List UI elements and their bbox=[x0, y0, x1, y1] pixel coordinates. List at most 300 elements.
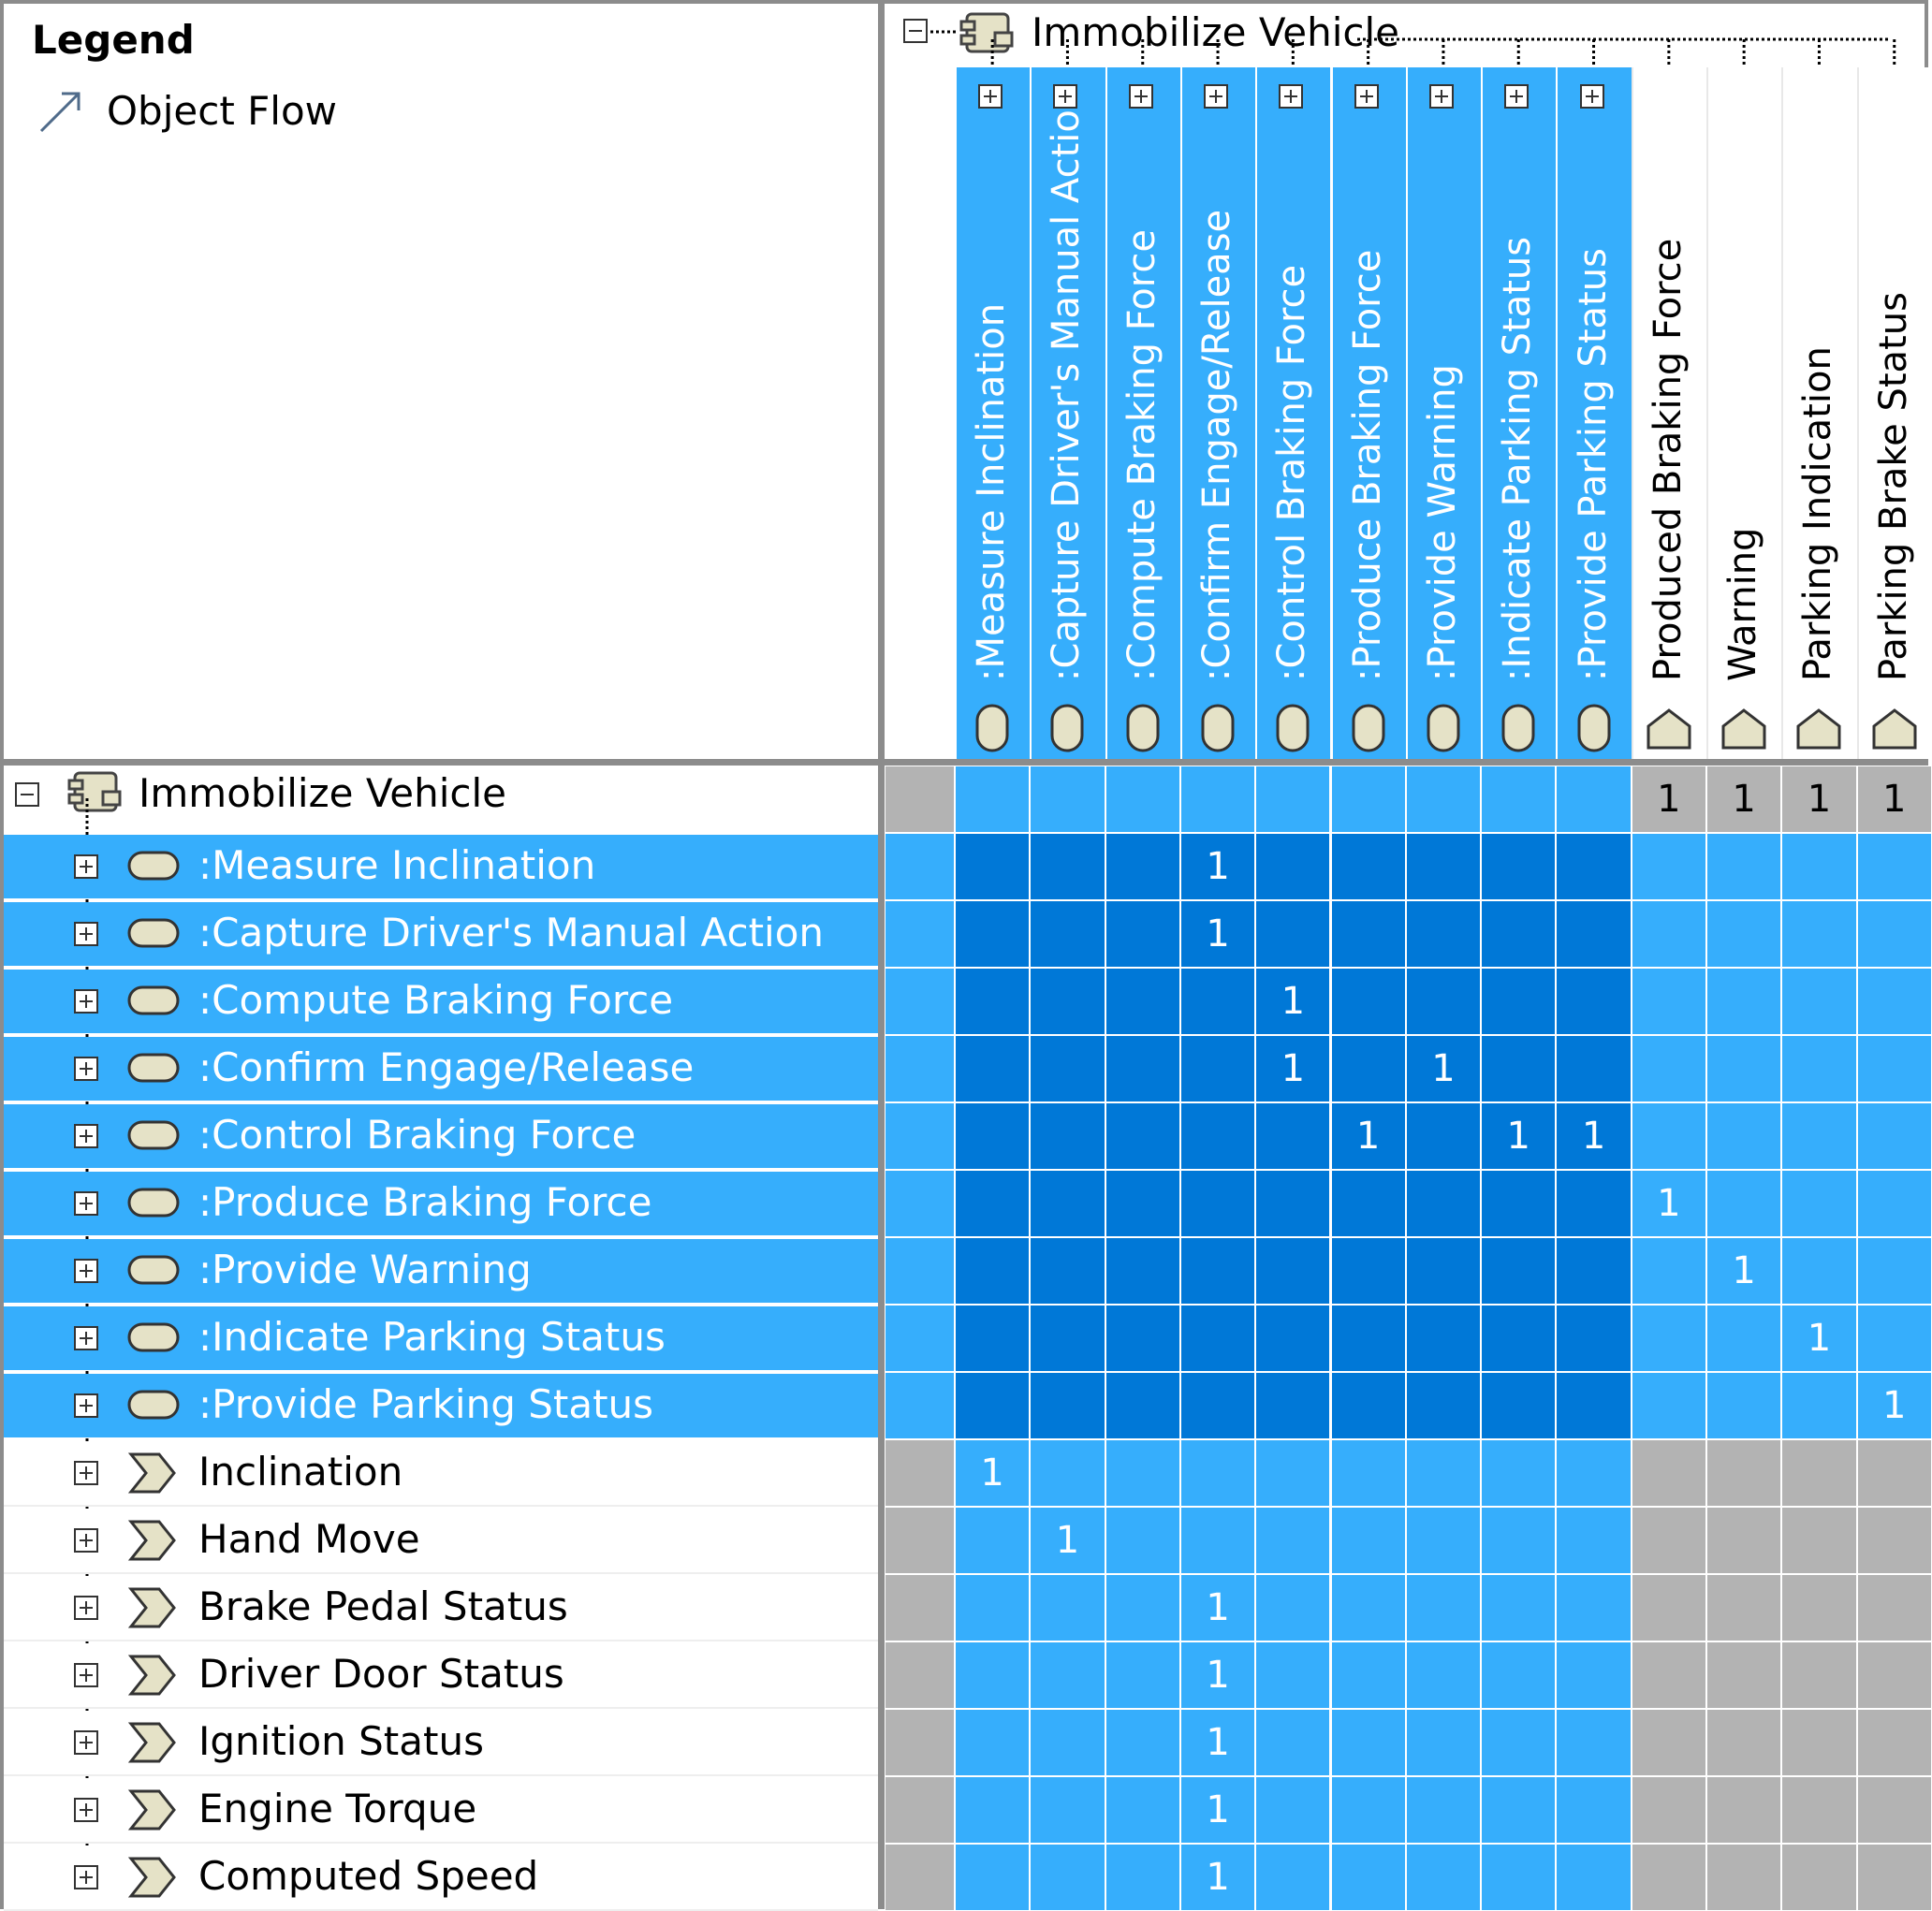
matrix-cell[interactable] bbox=[1857, 833, 1932, 900]
matrix-cell[interactable] bbox=[1030, 1035, 1105, 1102]
matrix-cell[interactable] bbox=[1481, 766, 1556, 833]
action-icon bbox=[127, 1120, 180, 1150]
matrix-cell[interactable] bbox=[1180, 1844, 1255, 1911]
matrix-cell[interactable] bbox=[955, 900, 1030, 968]
legend-panel bbox=[0, 0, 885, 763]
row-label: :Provide Warning bbox=[198, 1247, 532, 1292]
matrix-cell[interactable] bbox=[1857, 968, 1932, 1035]
matrix-cell[interactable] bbox=[1406, 766, 1481, 833]
matrix-cell[interactable] bbox=[885, 1372, 955, 1439]
matrix-cell[interactable] bbox=[1105, 1709, 1180, 1776]
action-icon bbox=[1352, 704, 1385, 752]
cell-value: 1 bbox=[1355, 1115, 1381, 1158]
matrix-cell[interactable] bbox=[1105, 968, 1180, 1035]
matrix-cell[interactable] bbox=[1481, 1170, 1556, 1237]
matrix-cell[interactable] bbox=[1105, 1507, 1180, 1574]
matrix-cell[interactable] bbox=[1556, 1439, 1631, 1507]
matrix-cell[interactable] bbox=[1105, 1439, 1180, 1507]
matrix-cell[interactable] bbox=[1857, 1776, 1932, 1844]
action-icon bbox=[1501, 704, 1535, 752]
matrix-cell[interactable] bbox=[1030, 1237, 1105, 1305]
matrix-cell[interactable] bbox=[1706, 1776, 1781, 1844]
matrix-cell[interactable] bbox=[1105, 1844, 1180, 1911]
matrix-cell[interactable] bbox=[1556, 1709, 1631, 1776]
matrix-cell[interactable] bbox=[1180, 833, 1255, 900]
matrix-cell[interactable] bbox=[955, 1641, 1030, 1709]
matrix-cell[interactable] bbox=[1180, 1507, 1255, 1574]
matrix-cell[interactable] bbox=[1781, 1641, 1856, 1709]
matrix-cell[interactable] bbox=[1331, 1305, 1406, 1372]
matrix-cell[interactable] bbox=[1331, 1170, 1406, 1237]
matrix-cell[interactable] bbox=[1105, 1237, 1180, 1305]
matrix-cell[interactable] bbox=[1556, 1305, 1631, 1372]
column-expand-button[interactable] bbox=[1279, 84, 1303, 109]
matrix-cell[interactable] bbox=[1857, 1641, 1932, 1709]
output-pin-icon bbox=[1646, 708, 1692, 751]
row-expand-button[interactable] bbox=[74, 1326, 98, 1350]
matrix-cell[interactable] bbox=[1781, 1372, 1856, 1439]
column-label: :Capture Driver's Manual Actio bbox=[1045, 109, 1089, 681]
matrix-cell[interactable] bbox=[1180, 1170, 1255, 1237]
matrix-cell[interactable] bbox=[1406, 833, 1481, 900]
matrix-cell[interactable] bbox=[1406, 1237, 1481, 1305]
matrix-cell[interactable] bbox=[1406, 1102, 1481, 1170]
matrix-cell[interactable] bbox=[1706, 833, 1781, 900]
matrix-cell[interactable] bbox=[955, 766, 1030, 833]
matrix-cell[interactable] bbox=[1406, 900, 1481, 968]
matrix-cell[interactable] bbox=[1255, 1237, 1330, 1305]
cell-value: 1 bbox=[1206, 1721, 1230, 1764]
action-icon bbox=[975, 704, 1009, 752]
row-expand-button[interactable] bbox=[74, 1124, 98, 1148]
column-label: :Control Braking Force bbox=[1270, 264, 1314, 681]
matrix-cell[interactable] bbox=[1331, 1102, 1406, 1170]
input-pin-icon bbox=[128, 1788, 177, 1831]
matrix-cell[interactable] bbox=[885, 1844, 955, 1911]
action-icon bbox=[127, 1390, 180, 1420]
matrix-cell[interactable] bbox=[1857, 1237, 1932, 1305]
matrix-cell[interactable] bbox=[1481, 1776, 1556, 1844]
column-expand-button[interactable] bbox=[1354, 84, 1379, 109]
matrix-cell[interactable] bbox=[1857, 1372, 1932, 1439]
matrix-cell[interactable] bbox=[1632, 1574, 1706, 1641]
matrix-cell[interactable] bbox=[1781, 1574, 1856, 1641]
matrix-cell[interactable] bbox=[1632, 900, 1706, 968]
matrix-cell[interactable] bbox=[1556, 1641, 1631, 1709]
row-label: :Compute Braking Force bbox=[198, 977, 674, 1023]
matrix-cell[interactable] bbox=[1180, 1709, 1255, 1776]
matrix-cell[interactable] bbox=[1781, 1170, 1856, 1237]
matrix-cell[interactable] bbox=[1481, 968, 1556, 1035]
matrix-cell[interactable] bbox=[955, 1439, 1030, 1507]
matrix-cell[interactable] bbox=[885, 1574, 955, 1641]
matrix-cell[interactable] bbox=[1331, 1574, 1406, 1641]
matrix-cell[interactable] bbox=[1556, 1237, 1631, 1305]
row-expand-button[interactable] bbox=[74, 1798, 98, 1822]
matrix-cell[interactable] bbox=[1180, 1035, 1255, 1102]
matrix-cell[interactable] bbox=[1632, 1237, 1706, 1305]
matrix-cell[interactable] bbox=[1632, 1035, 1706, 1102]
action-icon bbox=[127, 1188, 180, 1218]
matrix-cell[interactable] bbox=[1180, 900, 1255, 968]
matrix-cell[interactable] bbox=[1406, 1776, 1481, 1844]
matrix-cell[interactable] bbox=[1781, 1305, 1856, 1372]
matrix-cell[interactable] bbox=[1481, 900, 1556, 968]
matrix-cell[interactable] bbox=[1706, 1641, 1781, 1709]
matrix-cell[interactable] bbox=[1331, 1709, 1406, 1776]
cell-value: 1 bbox=[1657, 1182, 1681, 1225]
matrix-cell[interactable] bbox=[1406, 1844, 1481, 1911]
matrix-cell[interactable] bbox=[1030, 1102, 1105, 1170]
matrix-cell[interactable] bbox=[1030, 1844, 1105, 1911]
matrix-cell[interactable] bbox=[1781, 1507, 1856, 1574]
matrix-cell[interactable] bbox=[1030, 1709, 1105, 1776]
matrix-cell[interactable] bbox=[1030, 1439, 1105, 1507]
matrix-cell[interactable] bbox=[1255, 1305, 1330, 1372]
matrix-cell[interactable] bbox=[1556, 1844, 1631, 1911]
matrix-cell[interactable] bbox=[1255, 1102, 1330, 1170]
matrix-cell[interactable] bbox=[1857, 1305, 1932, 1372]
matrix-cell[interactable] bbox=[955, 1776, 1030, 1844]
matrix-cell[interactable] bbox=[1255, 1574, 1330, 1641]
matrix-cell[interactable] bbox=[1255, 766, 1330, 833]
matrix-cell[interactable] bbox=[1857, 1709, 1932, 1776]
matrix-cell[interactable] bbox=[1105, 1170, 1180, 1237]
matrix-cell[interactable] bbox=[1331, 1372, 1406, 1439]
matrix-cell[interactable] bbox=[1632, 833, 1706, 900]
row-expand-button[interactable] bbox=[74, 1259, 98, 1283]
matrix-cell[interactable] bbox=[955, 1305, 1030, 1372]
matrix-cell[interactable] bbox=[1556, 1102, 1631, 1170]
action-icon bbox=[127, 985, 180, 1015]
matrix-cell[interactable] bbox=[1632, 1776, 1706, 1844]
matrix-cell[interactable] bbox=[1632, 1102, 1706, 1170]
matrix-cell[interactable] bbox=[1105, 833, 1180, 900]
matrix-cell[interactable] bbox=[1406, 1641, 1481, 1709]
matrix-cell[interactable] bbox=[1706, 1102, 1781, 1170]
matrix-cell[interactable] bbox=[1481, 1507, 1556, 1574]
matrix-cell[interactable] bbox=[1706, 1439, 1781, 1507]
matrix-cell[interactable] bbox=[1481, 1844, 1556, 1911]
matrix-cell[interactable] bbox=[1406, 1305, 1481, 1372]
matrix-cell[interactable] bbox=[1781, 1035, 1856, 1102]
matrix-cell[interactable] bbox=[1180, 766, 1255, 833]
matrix-cell[interactable] bbox=[1406, 1507, 1481, 1574]
matrix-cell[interactable] bbox=[1481, 1709, 1556, 1776]
matrix-cell[interactable] bbox=[1781, 1776, 1856, 1844]
action-icon bbox=[1577, 704, 1611, 752]
action-icon bbox=[127, 1322, 180, 1352]
matrix-cell[interactable] bbox=[1857, 1574, 1932, 1641]
matrix-cell[interactable] bbox=[885, 1102, 955, 1170]
row-expand-button[interactable] bbox=[74, 1191, 98, 1216]
matrix-cell[interactable] bbox=[1331, 1844, 1406, 1911]
matrix-cell[interactable] bbox=[1030, 900, 1105, 968]
matrix-cell[interactable] bbox=[1255, 1372, 1330, 1439]
matrix-cell[interactable] bbox=[955, 833, 1030, 900]
matrix-cell[interactable] bbox=[1030, 1574, 1105, 1641]
matrix-cell[interactable] bbox=[1180, 1439, 1255, 1507]
row-expand-button[interactable] bbox=[74, 1663, 98, 1687]
matrix-cell[interactable] bbox=[885, 1035, 955, 1102]
matrix-cell[interactable] bbox=[1556, 1507, 1631, 1574]
matrix-cell[interactable] bbox=[1481, 1439, 1556, 1507]
matrix-cell[interactable] bbox=[1706, 1574, 1781, 1641]
row-expand-button[interactable] bbox=[74, 922, 98, 946]
matrix-cell[interactable] bbox=[1255, 1641, 1330, 1709]
matrix-cell[interactable] bbox=[1781, 900, 1856, 968]
matrix-cell[interactable] bbox=[1255, 1439, 1330, 1507]
matrix-cell[interactable] bbox=[1857, 1170, 1932, 1237]
matrix-cell[interactable] bbox=[1781, 1439, 1856, 1507]
matrix-cell[interactable] bbox=[955, 968, 1030, 1035]
matrix-cell[interactable] bbox=[1331, 1507, 1406, 1574]
column-label: :Provide Warning bbox=[1420, 364, 1464, 681]
matrix-cell[interactable] bbox=[1481, 833, 1556, 900]
matrix-cell[interactable] bbox=[1331, 900, 1406, 968]
matrix-cell[interactable] bbox=[1632, 1305, 1706, 1372]
matrix-cell[interactable] bbox=[1030, 1372, 1105, 1439]
matrix-cell[interactable] bbox=[1781, 766, 1856, 833]
matrix-cell[interactable] bbox=[885, 1709, 955, 1776]
matrix-cell[interactable] bbox=[1331, 1439, 1406, 1507]
matrix-cell[interactable] bbox=[955, 1507, 1030, 1574]
matrix-cell[interactable] bbox=[1857, 766, 1932, 833]
matrix-cell[interactable] bbox=[1481, 1641, 1556, 1709]
row-expand-button[interactable] bbox=[74, 1393, 98, 1418]
matrix-cell[interactable] bbox=[1556, 968, 1631, 1035]
matrix-cell[interactable] bbox=[1030, 968, 1105, 1035]
matrix-cell[interactable] bbox=[1331, 1237, 1406, 1305]
matrix-cell[interactable] bbox=[1331, 1641, 1406, 1709]
matrix-cell[interactable] bbox=[1030, 833, 1105, 900]
matrix-cell[interactable] bbox=[1255, 1507, 1330, 1574]
matrix-cell[interactable] bbox=[1406, 1439, 1481, 1507]
matrix-cell[interactable] bbox=[1706, 900, 1781, 968]
matrix-cell[interactable] bbox=[1105, 1305, 1180, 1372]
matrix-cell[interactable] bbox=[1857, 1035, 1932, 1102]
matrix-cell[interactable] bbox=[955, 1709, 1030, 1776]
matrix-cell[interactable] bbox=[1180, 1237, 1255, 1305]
matrix-cell[interactable] bbox=[1406, 1170, 1481, 1237]
matrix-cell[interactable] bbox=[1706, 1237, 1781, 1305]
matrix-cell[interactable] bbox=[1706, 1372, 1781, 1439]
matrix-cell[interactable] bbox=[955, 1035, 1030, 1102]
matrix-cell[interactable] bbox=[885, 1305, 955, 1372]
matrix-cell[interactable] bbox=[1105, 1574, 1180, 1641]
matrix-cell[interactable] bbox=[1556, 1170, 1631, 1237]
matrix-cell[interactable] bbox=[1556, 766, 1631, 833]
column-label: :Produce Braking Force bbox=[1345, 249, 1389, 681]
matrix-cell[interactable] bbox=[1632, 1170, 1706, 1237]
matrix-cell[interactable] bbox=[1406, 968, 1481, 1035]
matrix-cell[interactable] bbox=[1406, 1372, 1481, 1439]
matrix-cell[interactable] bbox=[885, 1237, 955, 1305]
matrix-cell[interactable] bbox=[1781, 1237, 1856, 1305]
cell-value: 1 bbox=[1882, 1384, 1907, 1427]
matrix-cell[interactable] bbox=[955, 1574, 1030, 1641]
matrix-cell[interactable] bbox=[885, 1507, 955, 1574]
matrix-cell[interactable] bbox=[1030, 766, 1105, 833]
column-expand-button[interactable] bbox=[1580, 84, 1604, 109]
matrix-cell[interactable] bbox=[885, 1776, 955, 1844]
matrix-cell[interactable] bbox=[955, 1372, 1030, 1439]
matrix-cell[interactable] bbox=[1632, 1507, 1706, 1574]
matrix-cell[interactable] bbox=[1255, 1776, 1330, 1844]
row-expand-button[interactable] bbox=[74, 1461, 98, 1485]
matrix-cell[interactable] bbox=[1857, 1102, 1932, 1170]
matrix-cell[interactable] bbox=[1255, 1035, 1330, 1102]
matrix-cell[interactable] bbox=[1180, 1102, 1255, 1170]
matrix-cell[interactable] bbox=[1180, 968, 1255, 1035]
matrix-cell[interactable] bbox=[1857, 1844, 1932, 1911]
column-expand-button[interactable] bbox=[978, 84, 1003, 109]
matrix-cell[interactable] bbox=[955, 1102, 1030, 1170]
row-expand-button[interactable] bbox=[74, 1057, 98, 1081]
matrix-cell[interactable] bbox=[1030, 1641, 1105, 1709]
matrix-cell[interactable] bbox=[1481, 1305, 1556, 1372]
matrix-cell[interactable] bbox=[1105, 766, 1180, 833]
matrix-cell[interactable] bbox=[1331, 968, 1406, 1035]
matrix-cell[interactable] bbox=[1481, 1574, 1556, 1641]
row-expand-button[interactable] bbox=[74, 1596, 98, 1620]
matrix-cell[interactable] bbox=[1105, 1372, 1180, 1439]
matrix-cell[interactable] bbox=[1632, 1372, 1706, 1439]
matrix-cell[interactable] bbox=[885, 766, 955, 833]
input-pin-icon bbox=[128, 1451, 177, 1495]
matrix-cell[interactable] bbox=[1331, 1776, 1406, 1844]
matrix-cell[interactable] bbox=[1180, 1641, 1255, 1709]
action-icon bbox=[1427, 704, 1460, 752]
matrix-cell[interactable] bbox=[1706, 1035, 1781, 1102]
matrix-cell[interactable] bbox=[1781, 968, 1856, 1035]
input-pin-icon bbox=[128, 1654, 177, 1697]
matrix-cell[interactable] bbox=[1180, 1372, 1255, 1439]
matrix-cell[interactable] bbox=[1781, 1844, 1856, 1911]
matrix-cell[interactable] bbox=[1781, 1102, 1856, 1170]
matrix-cell[interactable] bbox=[1180, 1574, 1255, 1641]
matrix-cell[interactable] bbox=[1781, 1709, 1856, 1776]
matrix-cell[interactable] bbox=[1706, 968, 1781, 1035]
matrix-cell[interactable] bbox=[1706, 1170, 1781, 1237]
row-label: :Provide Parking Status bbox=[198, 1381, 654, 1427]
matrix-cell[interactable] bbox=[1857, 1507, 1932, 1574]
column-expand-button[interactable] bbox=[1204, 84, 1228, 109]
matrix-cell[interactable] bbox=[1331, 833, 1406, 900]
matrix-cell[interactable] bbox=[1406, 1709, 1481, 1776]
matrix-cell[interactable] bbox=[955, 1170, 1030, 1237]
matrix-cell[interactable] bbox=[1706, 1507, 1781, 1574]
matrix-cell[interactable] bbox=[885, 1641, 955, 1709]
matrix-cell[interactable] bbox=[1481, 1372, 1556, 1439]
matrix-cell[interactable] bbox=[885, 1170, 955, 1237]
matrix-cell[interactable] bbox=[1180, 1305, 1255, 1372]
matrix-cell[interactable] bbox=[955, 1844, 1030, 1911]
matrix-cell[interactable] bbox=[885, 900, 955, 968]
matrix-cell[interactable] bbox=[1406, 1574, 1481, 1641]
matrix-cell[interactable] bbox=[1556, 1776, 1631, 1844]
action-icon bbox=[1201, 704, 1235, 752]
column-label: :Confirm Engage/Release bbox=[1195, 209, 1239, 681]
matrix-cell[interactable] bbox=[885, 1439, 955, 1507]
matrix-cell[interactable] bbox=[1255, 968, 1330, 1035]
column-expand-button[interactable] bbox=[1504, 84, 1529, 109]
matrix-cell[interactable] bbox=[1180, 1776, 1255, 1844]
row-expand-button[interactable] bbox=[74, 854, 98, 879]
matrix-cell[interactable] bbox=[1030, 1776, 1105, 1844]
cell-value: 1 bbox=[1206, 1788, 1230, 1831]
action-icon bbox=[127, 1255, 180, 1285]
matrix-cell[interactable] bbox=[1632, 1709, 1706, 1776]
matrix-cell[interactable] bbox=[1105, 1776, 1180, 1844]
matrix-cell[interactable] bbox=[1632, 1439, 1706, 1507]
matrix-cell[interactable] bbox=[1105, 900, 1180, 968]
matrix-cell[interactable] bbox=[1706, 766, 1781, 833]
matrix-cell[interactable] bbox=[885, 833, 955, 900]
matrix-cell[interactable] bbox=[1105, 1035, 1180, 1102]
matrix-cell[interactable] bbox=[1632, 1641, 1706, 1709]
cell-value: 1 bbox=[1281, 980, 1306, 1023]
matrix-cell[interactable] bbox=[1030, 1507, 1105, 1574]
matrix-cell[interactable] bbox=[1105, 1102, 1180, 1170]
matrix-cell[interactable] bbox=[1105, 1641, 1180, 1709]
matrix-cell[interactable] bbox=[1255, 833, 1330, 900]
matrix-cell[interactable] bbox=[1255, 900, 1330, 968]
matrix-cell[interactable] bbox=[1255, 1170, 1330, 1237]
matrix-cell[interactable] bbox=[1781, 833, 1856, 900]
matrix-cell[interactable] bbox=[1556, 900, 1631, 968]
matrix-cell[interactable] bbox=[1556, 1372, 1631, 1439]
matrix-cell[interactable] bbox=[1331, 766, 1406, 833]
column-expand-button[interactable] bbox=[1129, 84, 1153, 109]
matrix-cell[interactable] bbox=[1331, 1035, 1406, 1102]
matrix-cell[interactable] bbox=[1556, 1035, 1631, 1102]
matrix-cell[interactable] bbox=[1481, 1102, 1556, 1170]
row-label: :Capture Driver's Manual Action bbox=[198, 910, 825, 956]
matrix-cell[interactable] bbox=[1556, 1574, 1631, 1641]
row-expand-button[interactable] bbox=[74, 1865, 98, 1889]
cell-value: 1 bbox=[1807, 1317, 1832, 1360]
matrix-cell[interactable] bbox=[1481, 1237, 1556, 1305]
matrix-cell[interactable] bbox=[1632, 766, 1706, 833]
matrix-cell[interactable] bbox=[955, 1237, 1030, 1305]
row-expand-button[interactable] bbox=[74, 1528, 98, 1553]
matrix-cell[interactable] bbox=[885, 968, 955, 1035]
column-expand-button[interactable] bbox=[1053, 84, 1077, 109]
matrix-cell[interactable] bbox=[1632, 968, 1706, 1035]
row-expand-button[interactable] bbox=[74, 1730, 98, 1755]
matrix-cell[interactable] bbox=[1255, 1709, 1330, 1776]
column-label: Produced Braking Force bbox=[1646, 238, 1690, 681]
matrix-cell[interactable] bbox=[1857, 1439, 1932, 1507]
row-label: :Indicate Parking Status bbox=[198, 1314, 666, 1360]
cell-value: 1 bbox=[1206, 845, 1230, 888]
matrix-cell[interactable] bbox=[1030, 1305, 1105, 1372]
column-expand-button[interactable] bbox=[1429, 84, 1454, 109]
matrix-cell[interactable] bbox=[1632, 1844, 1706, 1911]
matrix-cell[interactable] bbox=[1706, 1844, 1781, 1911]
row-expand-button[interactable] bbox=[74, 989, 98, 1014]
matrix-cell[interactable] bbox=[1857, 900, 1932, 968]
matrix-cell[interactable] bbox=[1406, 1035, 1481, 1102]
matrix-cell[interactable] bbox=[1706, 1305, 1781, 1372]
matrix-cell[interactable] bbox=[1706, 1709, 1781, 1776]
matrix-cell[interactable] bbox=[1481, 1035, 1556, 1102]
matrix-cell[interactable] bbox=[1255, 1844, 1330, 1911]
matrix-cell[interactable] bbox=[1030, 1170, 1105, 1237]
cell-value: 1 bbox=[1581, 1115, 1606, 1158]
matrix-cell[interactable] bbox=[1556, 833, 1631, 900]
